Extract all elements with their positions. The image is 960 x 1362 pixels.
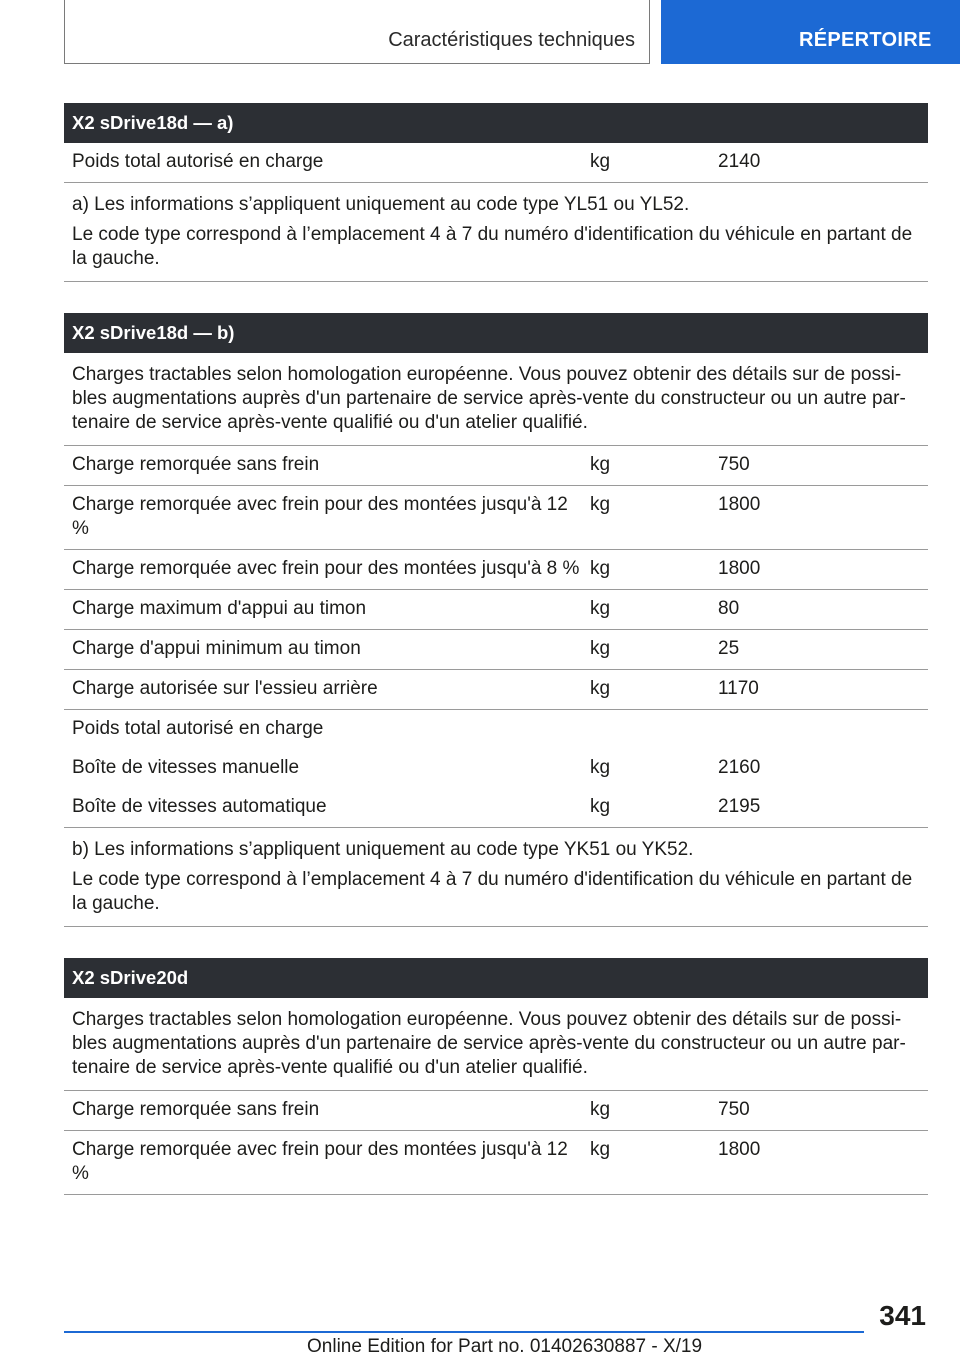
row-value: 80 xyxy=(718,598,740,619)
row-unit: kg xyxy=(590,598,611,619)
row-unit: kg xyxy=(590,638,611,659)
repertoire-tab[interactable] xyxy=(661,0,960,64)
row-value: 1170 xyxy=(718,678,759,699)
row-label: Charge remorquée sans frein xyxy=(72,1099,320,1120)
row-label: Poids total autorisé en charge xyxy=(72,151,324,172)
table-row xyxy=(64,749,928,788)
section-header xyxy=(64,0,650,64)
row-unit: kg xyxy=(590,757,611,778)
row-label: Charge maximum d'appui au timon xyxy=(72,598,367,619)
table-notes xyxy=(64,183,928,282)
row-value: 750 xyxy=(718,1099,750,1120)
row-label: Charge remorquée sans frein xyxy=(72,454,320,475)
table-row xyxy=(64,550,928,590)
row-unit: kg xyxy=(590,151,611,172)
table-intro xyxy=(64,998,928,1091)
row-unit: kg xyxy=(590,454,611,475)
footnote: Le code type correspond à l’emplacement 4 à 7 du numéro d'identification du véhicule en partant de la gauche. xyxy=(72,224,913,269)
table-row xyxy=(64,1131,928,1195)
table-row xyxy=(64,788,928,828)
row-unit: kg xyxy=(590,796,611,817)
spec-table xyxy=(64,958,928,1195)
row-unit: kg xyxy=(590,494,611,515)
table-row xyxy=(64,486,928,550)
table-title: X2 sDrive18d — b) xyxy=(64,313,928,353)
table-row xyxy=(64,1091,928,1131)
row-value: 1800 xyxy=(718,494,761,515)
row-value: 750 xyxy=(718,454,750,475)
table-row xyxy=(64,670,928,710)
row-label: Charge remorquée avec frein pour des montées jusqu'à 12 % xyxy=(72,494,568,539)
intro-text: Charges tractables selon homologation européenne. Vous pouvez obtenir des détails sur de possibles augmentations auprès d'un partenaire de service après-vente du constructeur ou un autre partenaire de service après-vente qualifié ou d'un atelier qualifié. xyxy=(72,1009,906,1078)
row-label: Charge d'appui minimum au timon xyxy=(72,638,361,659)
table-notes xyxy=(64,828,928,927)
group-label: Poids total autorisé en charge xyxy=(72,718,324,739)
row-value: 2160 xyxy=(718,757,761,778)
spec-table xyxy=(64,103,928,282)
row-value: 1800 xyxy=(718,1139,761,1160)
table-row xyxy=(64,590,928,630)
row-unit: kg xyxy=(590,1139,611,1160)
footnote: Le code type correspond à l’emplacement 4 à 7 du numéro d'identification du véhicule en partant de la gauche. xyxy=(72,869,913,914)
intro-text: Charges tractables selon homologation européenne. Vous pouvez obtenir des détails sur de possibles augmentations auprès d'un partenaire de service après-vente du constructeur ou un autre partenaire de service après-vente qualifié ou d'un atelier qualifié. xyxy=(72,364,906,433)
row-unit: kg xyxy=(590,558,611,579)
section-title: Caractéristiques techniques xyxy=(388,29,635,51)
table-title: X2 sDrive18d — a) xyxy=(64,103,928,143)
footnote: b) Les informations s’appliquent uniquement au code type YK51 ou YK52. xyxy=(72,839,694,860)
group-header-row xyxy=(64,710,928,749)
table-row xyxy=(64,143,928,183)
row-value: 2195 xyxy=(718,796,761,817)
row-unit: kg xyxy=(590,1099,611,1120)
footer-divider xyxy=(64,1331,864,1333)
row-value: 25 xyxy=(718,638,740,659)
row-label: Charge autorisée sur l'essieu arrière xyxy=(72,678,378,699)
row-label: Boîte de vitesses manuelle xyxy=(72,757,300,778)
row-label: Charge remorquée avec frein pour des montées jusqu'à 12 % xyxy=(72,1139,568,1184)
footnote: a) Les informations s’appliquent uniquement au code type YL51 ou YL52. xyxy=(72,194,690,215)
table-intro xyxy=(64,353,928,446)
table-title: X2 sDrive20d xyxy=(64,958,928,998)
spec-table xyxy=(64,313,928,927)
row-value: 1800 xyxy=(718,558,761,579)
row-unit: kg xyxy=(590,678,611,699)
table-row xyxy=(64,446,928,486)
row-value: 2140 xyxy=(718,151,761,172)
page-number: 341 xyxy=(879,1300,926,1331)
spec-content xyxy=(64,103,928,1226)
row-label: Boîte de vitesses automatique xyxy=(72,796,327,817)
table-row xyxy=(64,630,928,670)
repertoire-tab-label: RÉPERTOIRE xyxy=(799,29,932,51)
row-label: Charge remorquée avec frein pour des montées jusqu'à 8 % xyxy=(72,558,580,579)
edition-footer: Online Edition for Part no. 01402630887 - X/19 xyxy=(307,1336,703,1357)
